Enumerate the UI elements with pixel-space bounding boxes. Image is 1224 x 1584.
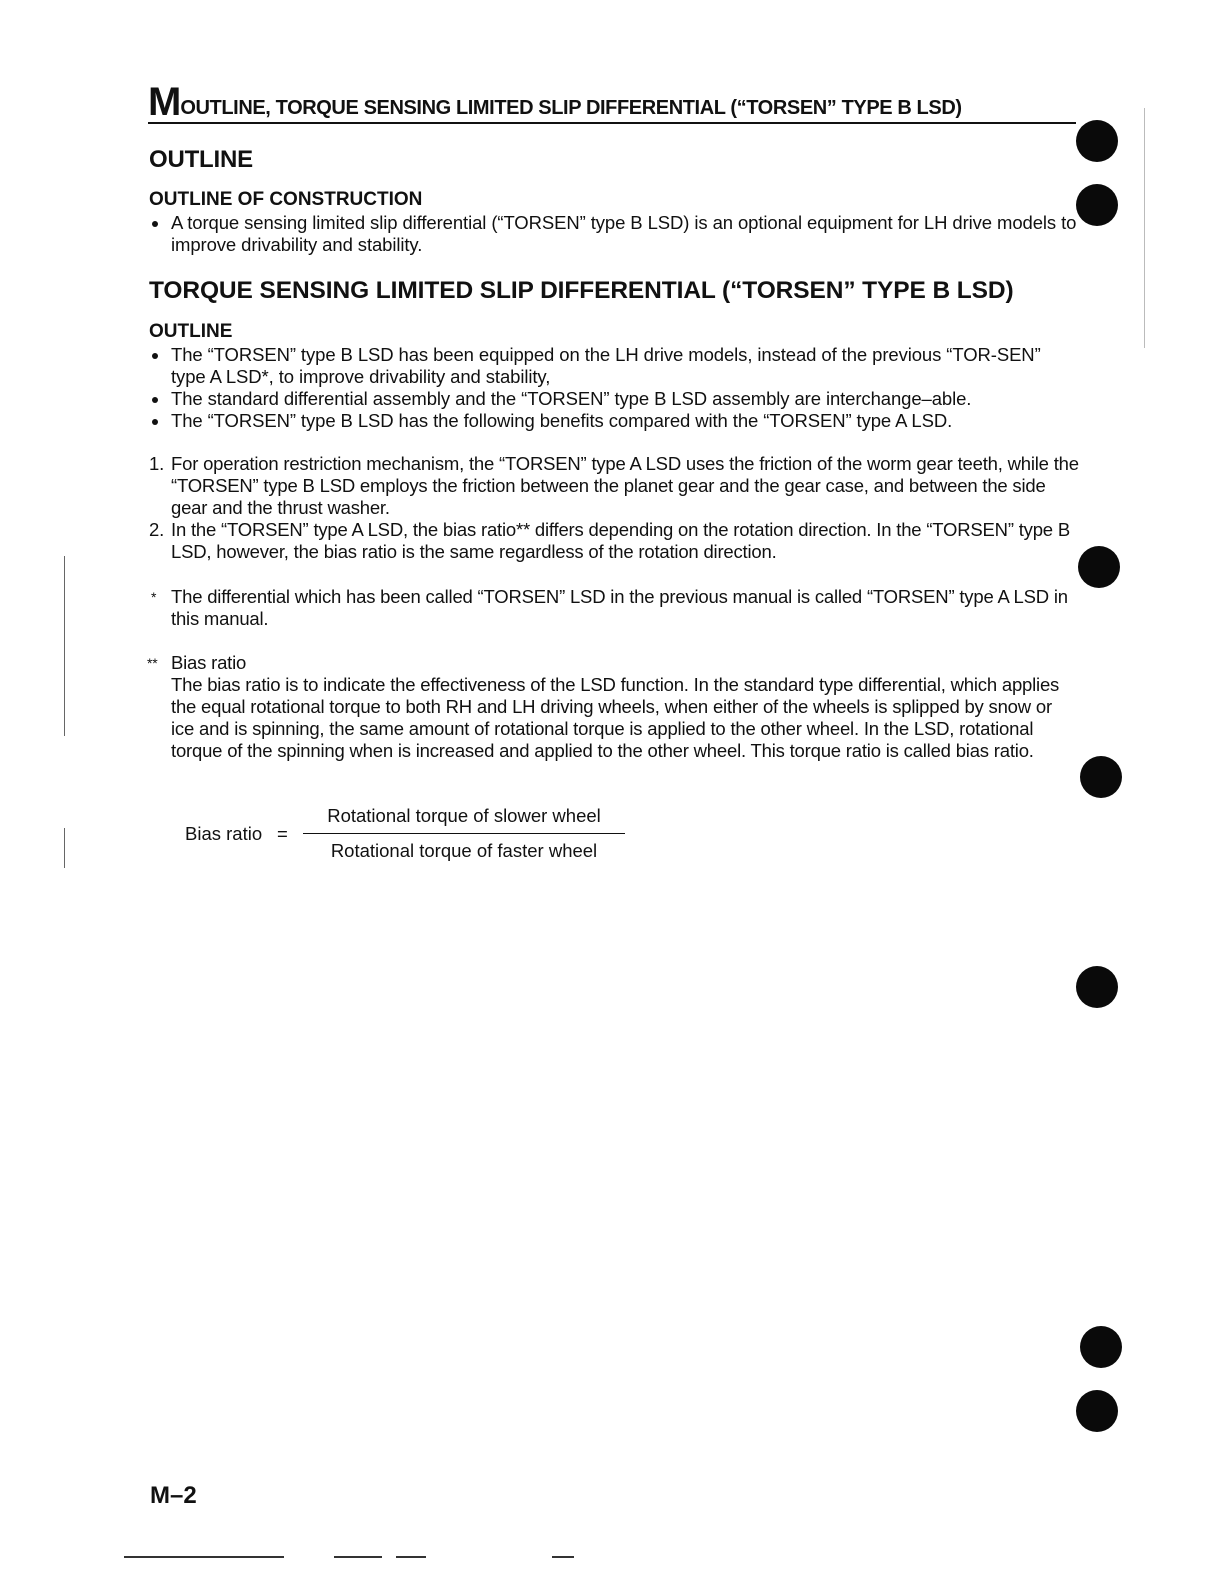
scan-edge-line [64, 828, 65, 868]
item-text: In the “TORSEN” type A LSD, the bias ratio** differs depending on the rotation direction. In the “TORSEN” type B LSD, however, the bias ratio is the same regardless of the rotation direction. [171, 519, 1070, 562]
footnote-single [151, 586, 1079, 630]
footnote-double [147, 652, 1079, 762]
bias-ratio-formula [185, 805, 635, 869]
item-number: 2. [149, 519, 165, 540]
footnote-title: Bias ratio [171, 652, 247, 673]
list-item: The “TORSEN” type B LSD has been equipped on the LH drive models, instead of the previous “TOR-SEN” type A LSD*, to improve drivability and stability, [149, 344, 1079, 388]
lsd-bullet-list [149, 344, 1079, 432]
section-letter: M [148, 80, 181, 124]
outline-heading: OUTLINE [149, 146, 253, 173]
footnote-mark: * [151, 589, 157, 605]
formula-denominator: Rotational torque of faster wheel [330, 840, 598, 861]
item-number: 1. [149, 453, 165, 474]
lsd-outline-heading: OUTLINE [149, 321, 233, 342]
footnote-text: The differential which has been called “TORSEN” LSD in the previous manual is called “TORSEN” type A LSD in this manual. [171, 586, 1068, 629]
punch-hole-icon [1076, 120, 1118, 162]
list-item: The “TORSEN” type B LSD has the following benefits compared with the “TORSEN” type A LSD. [149, 410, 1079, 432]
formula-equals: = [277, 823, 288, 844]
punch-hole-icon [1080, 1326, 1122, 1368]
formula-numerator: Rotational torque of slower wheel [327, 805, 601, 826]
item-text: For operation restriction mechanism, the “TORSEN” type A LSD uses the friction of the worm gear teeth, while the “TORSEN” type B LSD employs the friction between the planet gear and the gear case, and between the side gear and the thrust washer. [171, 453, 1079, 518]
punch-hole-icon [1076, 1390, 1118, 1432]
punch-hole-icon [1080, 756, 1122, 798]
footnote-text: The bias ratio is to indicate the effectiveness of the LSD function. In the standard type differential, which applies the equal rotational torque to both RH and LH driving wheels, when either of the wheels is splipped by snow or ice and is spinning, the same amount of rotational torque is applied to the other wheel. In the LSD, rotational torque of the spinning when is increased and applied to the other wheel. This torque ratio is called bias ratio. [171, 674, 1060, 761]
lsd-heading: TORQUE SENSING LIMITED SLIP DIFFERENTIAL (“TORSEN” TYPE B LSD) [149, 277, 1014, 304]
punch-hole-icon [1076, 184, 1118, 226]
list-item: A torque sensing limited slip differential (“TORSEN” type B LSD) is an optional equipment for LH drive models to improve drivability and stability. [149, 212, 1079, 256]
scan-edge-line [64, 556, 65, 736]
header-title: OUTLINE, TORQUE SENSING LIMITED SLIP DIFFERENTIAL (“TORSEN” TYPE B LSD) [180, 97, 962, 119]
formula-label: Bias ratio [185, 823, 263, 844]
footer-rule [552, 1556, 574, 1558]
list-item: The standard differential assembly and the “TORSEN” type B LSD assembly are interchange–able. [149, 388, 1079, 410]
footnote-mark: ** [147, 655, 158, 671]
formula-fraction [303, 805, 625, 862]
page-number: M–2 [150, 1482, 197, 1509]
list-item [149, 453, 1079, 519]
scan-edge-line [1144, 108, 1145, 348]
punch-hole-icon [1078, 546, 1120, 588]
footer-rule [124, 1556, 284, 1558]
list-item [149, 519, 1079, 563]
punch-hole-icon [1076, 966, 1118, 1008]
outline-construction-heading: OUTLINE OF CONSTRUCTION [149, 189, 423, 210]
page-header [148, 80, 1076, 124]
footer-rule [334, 1556, 382, 1558]
benefit-list [149, 453, 1079, 563]
footer-rule [396, 1556, 426, 1558]
outline-bullet-list [149, 212, 1079, 256]
